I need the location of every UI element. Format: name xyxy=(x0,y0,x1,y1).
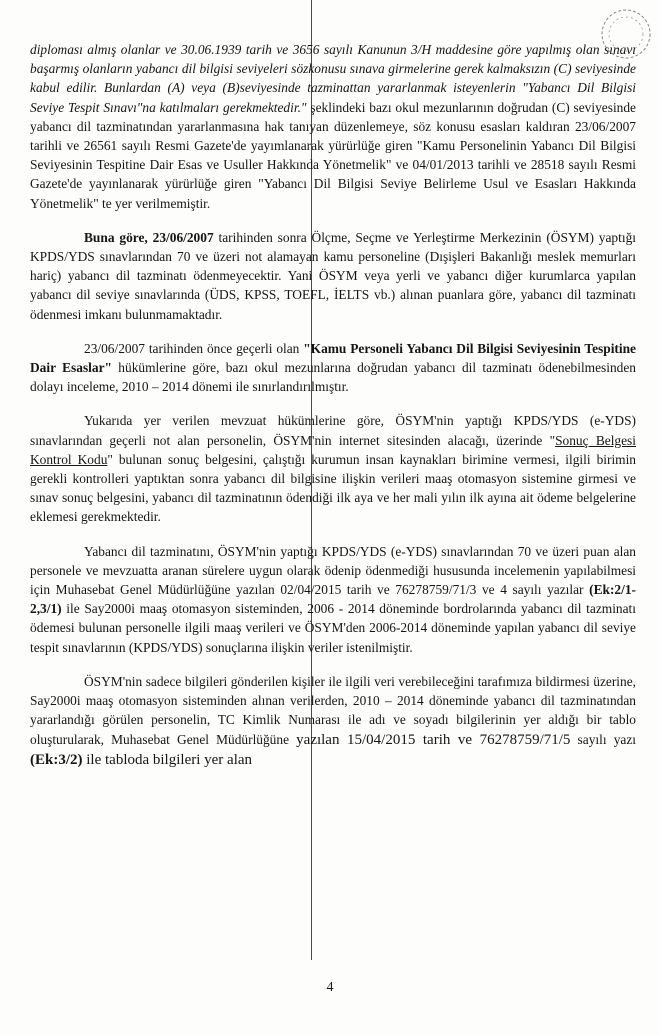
text-run: sayılı yazı xyxy=(570,731,636,747)
text-run: ile tabloda bilgileri yer alan xyxy=(82,751,253,768)
text-run: Yukarıda yer verilen mevzuat hükümlerine göre, ÖSYM'nin yaptığı KPDS/YDS (e-YDS) sınavlarından geçerli not alan personelin, ÖSYM'nin internet sitesinden alacağı, üzerinde " xyxy=(30,413,636,448)
text-run: (Ek:2/1-2,3/1) xyxy=(30,582,636,617)
text-run: Sonuç Belgesi Kontrol Kodu xyxy=(30,432,636,467)
text-run: şeklindeki bazı okul mezunlarının doğrudan (C) seviyesinde yabancı dil tazminatından yararlanmasına hak tanıyan düzenlemeye, söz konusu esasları kaldıran 23/06/2007 tarihli ve 26561 sayılı Resmi Gazete'de yayımlanarak yürürlüğe giren "Kamu Personelinin Yabancı Dil Bilgisi Seviyesinin Tespitine Dair Esas ve Usuller Hakkında Yönetmelik" ve 04/01/2013 tarihli ve 28518 sayılı Resmi Gazete'de yayınlanarak yürürlüğe giren "Yabancı Dil Bilgisi Seviye Belirleme Usul ve Esasları Hakkında Yönetmelik" te yer verilmemiştir. xyxy=(30,99,637,211)
paragraph xyxy=(30,411,636,526)
text-run: ile Say2000i maaş otomasyon sisteminden, 2006 - 2014 döneminde bordrolarında yabancı dil tazminatı ödemesi bulunan personelle ilgili maaş verileri ve ÖSYM'den 2006-2014 döneminde yapılan yabancı dil seviye tespit sınavlarının (KPDS/YDS) sonuçlarına ilişkin veriler istenilmiştir. xyxy=(30,601,636,655)
text-run: 23/06/2007 tarihinden önce geçerli olan xyxy=(84,340,304,356)
text-run: " bulunan sonuç belgesini, çalıştığı kurumun insan kaynakları birimine vermesi, ilgili birimin gerekli kontrolleri yaptıktan sonra yabancı dil bilgisine ilişkin verileri maaş otomasyon sistemine girmesi ve sınav sonuç belgesini, yabancı dil tazminatının ödendiği ilk aya ve her mali yılın ilk ayına ait ödeme belgelerine eklemesi gerekmektedir. xyxy=(30,451,636,525)
text-run: diploması almış olanlar ve 30.06.1939 tarih ve 3656 sayılı Kanunun 3/H maddesine göre yapılmış olan sınavı başarmış olanların yabancı dil bilgisi seviyeleri sözkonusu sınava girmelerine gerek kalmaksızın (C) seviyesinde kabul edilir. Bunlardan (A) veya (B)seviyesinde tazminattan yararlanmak isteyenlerin "Yabancı Dil Bilgisi Seviye Tespit Sınavı"na katılmaları gerekmektedir." xyxy=(30,42,636,115)
paragraph xyxy=(30,339,636,397)
document-body xyxy=(30,40,636,770)
text-run: yazılan 15/04/2015 tarih ve 76278759/71/5 xyxy=(296,731,571,748)
text-run: Buna göre, 23/06/2007 xyxy=(84,229,214,245)
text-run: tarihinden sonra Ölçme, Seçme ve Yerleştirme Merkezinin (ÖSYM) yaptığı KPDS/YDS sınavlarından 70 ve üzeri not alamayan kamu personeline (Dışişleri Bakanlığı meslek memurları hariç) yabancı dil tazminatı ödenmeyecektir. Yani ÖSYM veya yerli ve yabancı diğer kurumlarca yapılan yabancı dil seviye sınavlarında (ÜDS, KPSS, TOEFL, İELTS vb.) alınan puanlara göre, yabancı dil tazminatı ödenmesi imkanı bulunmamaktadır. xyxy=(30,229,636,322)
text-run: "Kamu Personeli Yabancı Dil Bilgisi Seviyesinin Tespitine Dair Esaslar" xyxy=(30,340,636,376)
text-run: ÖSYM'nin sadece bilgileri gönderilen kişiler ile ilgili veri verebileceğini tarafımıza bildirmesi üzerine, Say2000i maaş otomasyon sisteminden alınan verilerden, 2010 – 2014 döneminde yabancı dil tazminatından yararlandığı görülen personelin, TC Kimlik Numarası ile adı ve soyadı bilgilerinin yer aldığı bir tablo oluşturularak, Muhasebat Genel Müdürlüğüne xyxy=(30,673,636,747)
page-number: 4 xyxy=(326,980,334,995)
text-run: hükümlerine göre, bazı okul mezunlarına doğrudan yabancı dil tazminatı ödenebilmesinden dolayı inceleme, 2010 – 2014 dönemi ile sınırlandırılmıştır. xyxy=(30,360,636,395)
paragraph xyxy=(30,228,636,324)
paragraph xyxy=(30,672,636,770)
paragraph xyxy=(30,542,636,657)
text-run: Yabancı dil tazminatını, ÖSYM'nin yaptığı KPDS/YDS (e-YDS) sınavlarından 70 ve üzeri puan alan personele ve mevzuatta aranan sürelere uygun olarak ödenip ödenmediği hususunda incelemenin yapılabilmesi için Muhasebat Genel Müdürlüğüne yazılan 02/04/2015 tarih ve 76278759/71/3 ve 4 sayılı yazılar xyxy=(30,543,636,598)
text-run: (Ek:3/2) xyxy=(30,751,83,768)
paragraph xyxy=(30,40,636,213)
